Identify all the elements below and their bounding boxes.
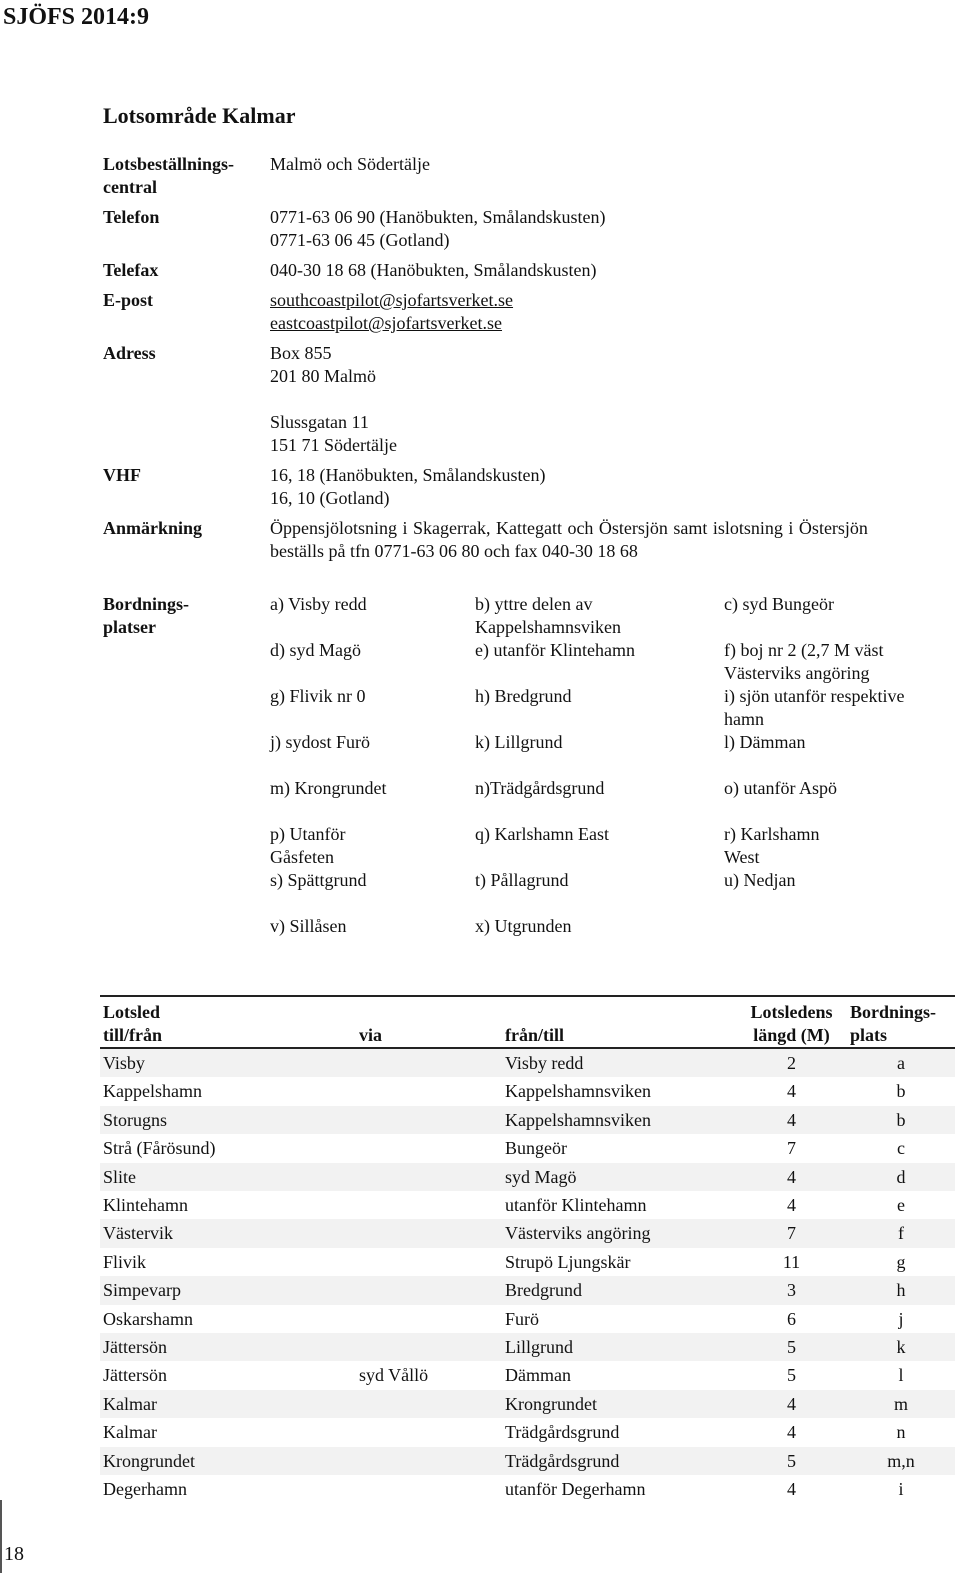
cell-plats: i [847,1475,955,1503]
cell-from: Bredgrund [502,1276,736,1304]
cell-plats: m,n [847,1447,955,1475]
cell-from: Kappelshamnsviken [502,1077,736,1105]
lotsbestallning-label: Lotsbeställnings- central [103,154,235,197]
cell-via [356,1248,502,1276]
bordningsplats-t: t) Pållagrund [475,870,569,890]
bordningsplats-x: x) Utgrunden [475,916,572,936]
table-row [100,1418,955,1446]
adress-value-sodertalje: Slussgatan 11 151 71 Södertälje [270,412,397,455]
cell-len: 4 [736,1390,847,1418]
table-row [100,1390,955,1418]
cell-len: 6 [736,1305,847,1333]
cell-via [356,1390,502,1418]
table-row [100,1361,955,1389]
bordningsplats-r: r) Karlshamn West [724,824,820,867]
cell-via [356,1418,502,1446]
bordningsplats-l: l) Dämman [724,732,806,752]
telefon-label: Telefon [103,207,160,227]
cell-via [356,1219,502,1247]
table-header-row [100,1024,955,1048]
cell-via [356,1447,502,1475]
cell-len: 4 [736,1106,847,1134]
table-row [100,1248,955,1276]
bordningsplats-e: e) utanför Klintehamn [475,640,635,660]
bordning-label: Bordnings- platser [103,594,190,637]
header-length-1: Lotsledens [736,996,847,1024]
table-header-row [100,996,955,1024]
cell-from: Trädgårdsgrund [502,1447,736,1475]
cell-to: Jättersön [100,1333,356,1361]
bordningsplats-u: u) Nedjan [724,870,796,890]
epost-value [270,289,513,335]
cell-len: 5 [736,1361,847,1389]
header-lotsled: Lotsled [100,996,356,1024]
cell-to: Krongrundet [100,1447,356,1475]
bordningsplats-f: f) boj nr 2 (2,7 M väst Västerviks angöring [724,640,884,683]
table-row [100,1077,955,1105]
cell-to: Strå (Fårösund) [100,1134,356,1162]
cell-from: Strupö Ljungskär [502,1248,736,1276]
cell-plats: b [847,1106,955,1134]
cell-plats: g [847,1248,955,1276]
bordningsplats-m: m) Krongrundet [270,778,387,798]
table-row [100,1475,955,1503]
cell-plats: l [847,1361,955,1389]
cell-from: Visby redd [502,1048,736,1077]
cell-plats: j [847,1305,955,1333]
document-header: SJÖFS 2014:9 [3,4,150,30]
bordningsplats-b: b) yttre delen av Kappelshamnsviken [475,594,621,637]
cell-len: 2 [736,1048,847,1077]
cell-to: Klintehamn [100,1191,356,1219]
table-row [100,1333,955,1361]
email-link[interactable]: southcoastpilot@sjofartsverket.se [270,290,514,310]
cell-to: Oskarshamn [100,1305,356,1333]
cell-len: 7 [736,1219,847,1247]
table-row [100,1106,955,1134]
cell-len: 4 [736,1475,847,1503]
bordningsplats-p: p) Utanför Gåsfeten [270,824,346,867]
cell-len: 3 [736,1276,847,1304]
lotsbestallning-value: Malmö och Södertälje [270,154,430,174]
bordningsplats-s: s) Spättgrund [270,870,367,890]
cell-plats: e [847,1191,955,1219]
bordningsplats-h: h) Bredgrund [475,686,572,706]
header-to: till/från [100,1024,356,1048]
cell-to: Storugns [100,1106,356,1134]
cell-from: syd Magö [502,1163,736,1191]
adress-value-malmo: Box 855 201 80 Malmö [270,343,376,386]
table-row [100,1219,955,1247]
vhf-value: 16, 18 (Hanöbukten, Smålandskusten) 16, 10 (Gotland) [270,465,546,508]
adress-label: Adress [103,343,156,363]
cell-plats: d [847,1163,955,1191]
bordningsplats-o: o) utanför Aspö [724,778,837,798]
lotsled-table [100,995,955,1504]
table-row [100,1163,955,1191]
cell-via: syd Vållö [356,1361,502,1389]
cell-from: Trädgårdsgrund [502,1418,736,1446]
cell-len: 11 [736,1248,847,1276]
cell-len: 4 [736,1077,847,1105]
cell-plats: m [847,1390,955,1418]
anmarkning-label: Anmärkning [103,518,203,538]
cell-to: Kappelshamn [100,1077,356,1105]
header-from: från/till [502,1024,736,1048]
bordningsplats-d: d) syd Magö [270,640,361,660]
cell-to: Kalmar [100,1418,356,1446]
cell-from: Bungeör [502,1134,736,1162]
header-plats-1: Bordnings- [847,996,955,1024]
vhf-label: VHF [103,465,141,485]
cell-via [356,1106,502,1134]
cell-from: utanför Klintehamn [502,1191,736,1219]
bordningsplats-k: k) Lillgrund [475,732,563,752]
table-row [100,1191,955,1219]
cell-plats: k [847,1333,955,1361]
cell-plats: n [847,1418,955,1446]
page-number: 18 [4,1543,24,1565]
header-length-2: längd (M) [736,1024,847,1048]
cell-to: Västervik [100,1219,356,1247]
cell-from: Krongrundet [502,1390,736,1418]
cell-len: 5 [736,1447,847,1475]
telefon-number: 0771-63 06 45 (Gotland) [270,230,450,250]
cell-len: 4 [736,1418,847,1446]
telefon-value [270,206,605,252]
bordningsplats-i: i) sjön utanför respektive hamn [724,686,905,729]
table-row [100,1048,955,1077]
cell-plats: f [847,1219,955,1247]
anmarkning-value: Öppensjölotsning i Skagerrak, Kattegatt och Östersjön samt islotsning i Östersjön beställs på tfn 0771-63 06 80 och fax 040-30 18 68 [270,518,868,561]
cell-to: Slite [100,1163,356,1191]
epost-label: E-post [103,290,154,310]
margin-rule [0,1500,2,1573]
table-row [100,1305,955,1333]
table-row [100,1276,955,1304]
cell-via [356,1191,502,1219]
cell-to: Kalmar [100,1390,356,1418]
cell-plats: a [847,1048,955,1077]
telefax-value: 040-30 18 68 (Hanöbukten, Smålandskusten) [270,260,597,280]
cell-from: Furö [502,1305,736,1333]
cell-to: Visby [100,1048,356,1077]
header-plats-2: plats [847,1024,955,1048]
cell-via [356,1048,502,1077]
bordningsplats-q: q) Karlshamn East [475,824,609,844]
cell-plats: b [847,1077,955,1105]
cell-len: 7 [736,1134,847,1162]
header-via: via [356,1024,502,1048]
bordningsplats-n: n)Trädgårdsgrund [475,778,605,798]
table-row [100,1447,955,1475]
bordningsplats-j: j) sydost Furö [270,732,371,752]
cell-plats: h [847,1276,955,1304]
cell-len: 4 [736,1163,847,1191]
cell-from: Lillgrund [502,1333,736,1361]
cell-plats: c [847,1134,955,1162]
cell-from: Västerviks angöring [502,1219,736,1247]
cell-to: Simpevarp [100,1276,356,1304]
bordningsplats-g: g) Flivik nr 0 [270,686,366,706]
cell-from: Dämman [502,1361,736,1389]
cell-via [356,1134,502,1162]
cell-from: Kappelshamnsviken [502,1106,736,1134]
bordningsplats-c: c) syd Bungeör [724,594,834,614]
cell-via [356,1077,502,1105]
cell-to: Jättersön [100,1361,356,1389]
section-title: Lotsområde Kalmar [103,103,296,128]
table-row [100,1134,955,1162]
bordningsplats-v: v) Sillåsen [270,916,347,936]
cell-via [356,1333,502,1361]
telefon-number: 0771-63 06 90 (Hanöbukten, Smålandskusten) [270,207,606,227]
cell-to: Degerhamn [100,1475,356,1503]
cell-via [356,1305,502,1333]
telefax-label: Telefax [103,260,159,280]
email-link[interactable]: eastcoastpilot@sjofartsverket.se [270,313,503,333]
cell-from: utanför Degerhamn [502,1475,736,1503]
cell-to: Flivik [100,1248,356,1276]
cell-via [356,1276,502,1304]
cell-via [356,1163,502,1191]
cell-len: 5 [736,1333,847,1361]
cell-via [356,1475,502,1503]
bordningsplats-a: a) Visby redd [270,594,367,614]
cell-len: 4 [736,1191,847,1219]
